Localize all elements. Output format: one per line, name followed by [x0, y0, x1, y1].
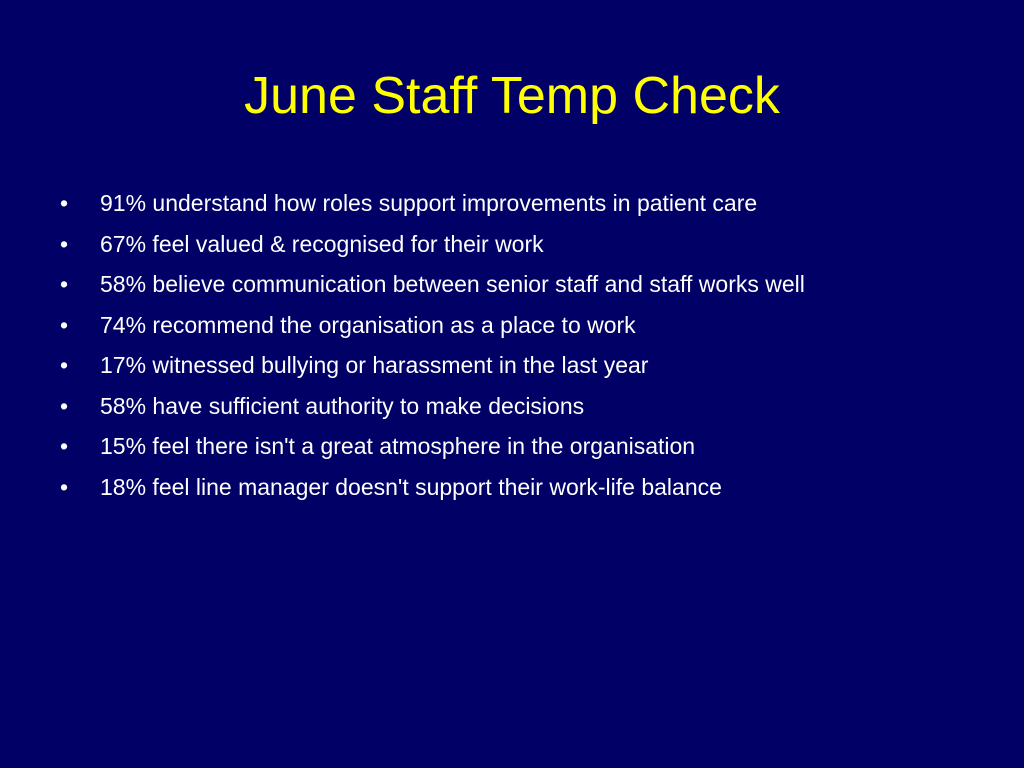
list-item [60, 348, 940, 382]
list-item [60, 308, 940, 342]
bullet-text: 58% believe communication between senior staff and staff works well [100, 271, 805, 297]
bullet-list [60, 186, 940, 510]
bullet-text: 91% understand how roles support improvements in patient care [100, 190, 758, 216]
bullet-text: 58% have sufficient authority to make decisions [100, 392, 585, 419]
bullet-text: 74% recommend the organisation as a place to work [100, 311, 636, 338]
bullet-text: 67% feel valued & recognised for their work [100, 230, 544, 257]
slide-title: June Staff Temp Check [244, 67, 780, 125]
list-item [60, 389, 940, 423]
bullet-point-icon: • [60, 392, 69, 419]
list-item [60, 470, 940, 504]
bullet-text: 15% feel there isn't a great atmosphere in the organisation [100, 433, 696, 459]
bullet-point-icon: • [60, 271, 69, 297]
bullet-point-icon: • [60, 190, 69, 216]
list-item [60, 186, 940, 220]
bullet-point-icon: • [60, 473, 69, 500]
list-item [60, 227, 940, 261]
bullet-text: 18% feel line manager doesn't support their work-life balance [100, 473, 722, 500]
bullet-point-icon: • [60, 433, 69, 459]
bullet-text: 17% witnessed bullying or harassment in the last year [100, 352, 649, 378]
bullet-point-icon: • [60, 311, 69, 338]
bullet-point-icon: • [60, 352, 69, 378]
bullet-point-icon: • [60, 230, 69, 257]
list-item [60, 267, 940, 301]
list-item [60, 429, 940, 463]
